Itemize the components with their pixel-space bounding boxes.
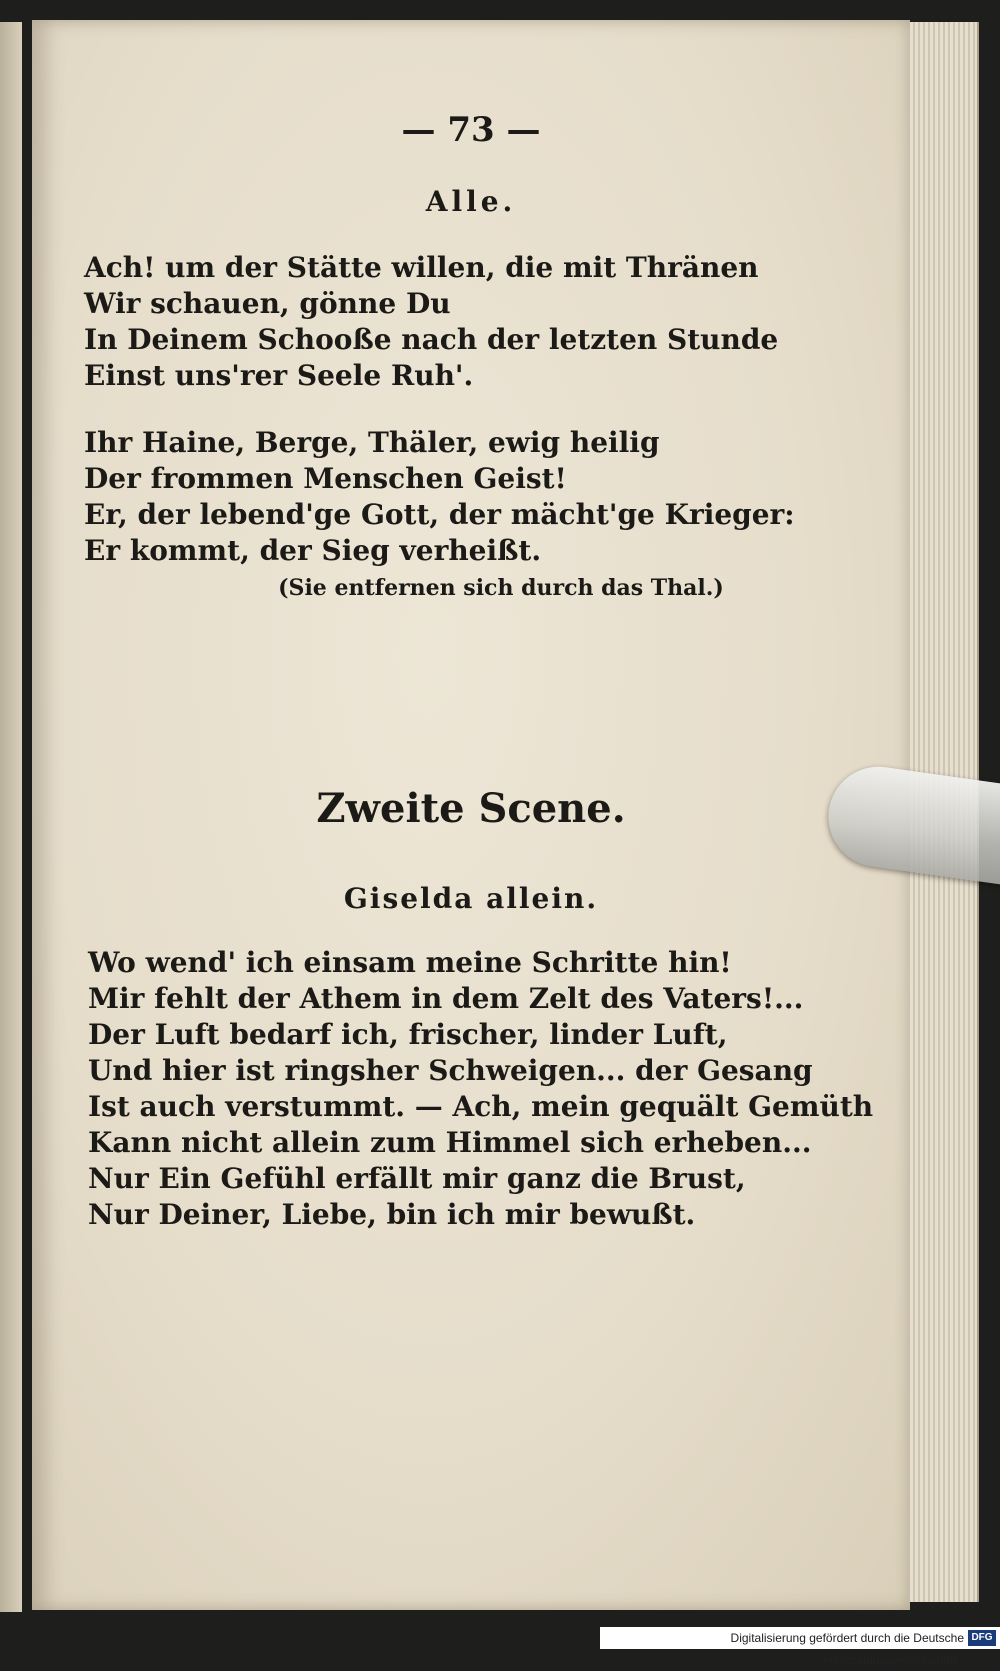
stanza-1 <box>84 250 778 394</box>
verse-line: Einst uns'rer Seele Ruh'. <box>84 359 474 392</box>
verse-line: Kann nicht allein zum Himmel sich erheben... <box>88 1126 812 1159</box>
scene-subtitle: Giselda allein. <box>343 882 599 915</box>
book-page <box>32 20 910 1610</box>
verse-line: Wo wend' ich einsam meine Schritte hin! <box>88 946 732 979</box>
stanza-2 <box>84 425 795 569</box>
verse-line: Er kommt, der Sieg verheißt. <box>84 534 542 567</box>
verse-line: Ist auch verstummt. — Ach, mein gequält Gemüth <box>88 1090 874 1123</box>
verse-line: Der Luft bedarf ich, frischer, linder Luft, <box>88 1018 728 1051</box>
verse-line: Der frommen Menschen Geist! <box>84 462 567 495</box>
digitization-credit: Digitalisierung gefördert durch die Deutsche Forschungsgemeinschaft - <box>600 1627 1000 1649</box>
verse-line: Nur Ein Gefühl erfällt mir ganz die Brust, <box>88 1162 746 1195</box>
verse-line: Er, der lebend'ge Gott, der mächt'ge Krieger: <box>84 498 795 531</box>
verse-line: In Deinem Schooße nach der letzten Stunde <box>84 323 779 356</box>
facing-page-edge <box>0 22 22 1612</box>
verse-line: Ach! um der Stätte willen, die mit Thränen <box>84 251 759 284</box>
page-number: — 73 — <box>401 110 541 150</box>
verse-line: Ihr Haine, Berge, Thäler, ewig heilig <box>84 426 660 459</box>
scene-title: Zweite Scene. <box>316 785 626 832</box>
verse-line: Mir fehlt der Athem in dem Zelt des Vaters!... <box>88 982 804 1015</box>
verse-line: Wir schauen, gönne Du <box>84 287 451 320</box>
verse-line: Und hier ist ringsher Schweigen... der Gesang <box>88 1054 813 1087</box>
verse-line: Nur Deiner, Liebe, bin ich mir bewußt. <box>88 1198 696 1231</box>
stanza-3 <box>88 945 873 1233</box>
speaker-label: Alle. <box>425 185 517 218</box>
dfg-logo: DFG <box>968 1630 996 1646</box>
stage-direction: (Sie entfernen sich durch das Thal.) <box>278 575 724 601</box>
